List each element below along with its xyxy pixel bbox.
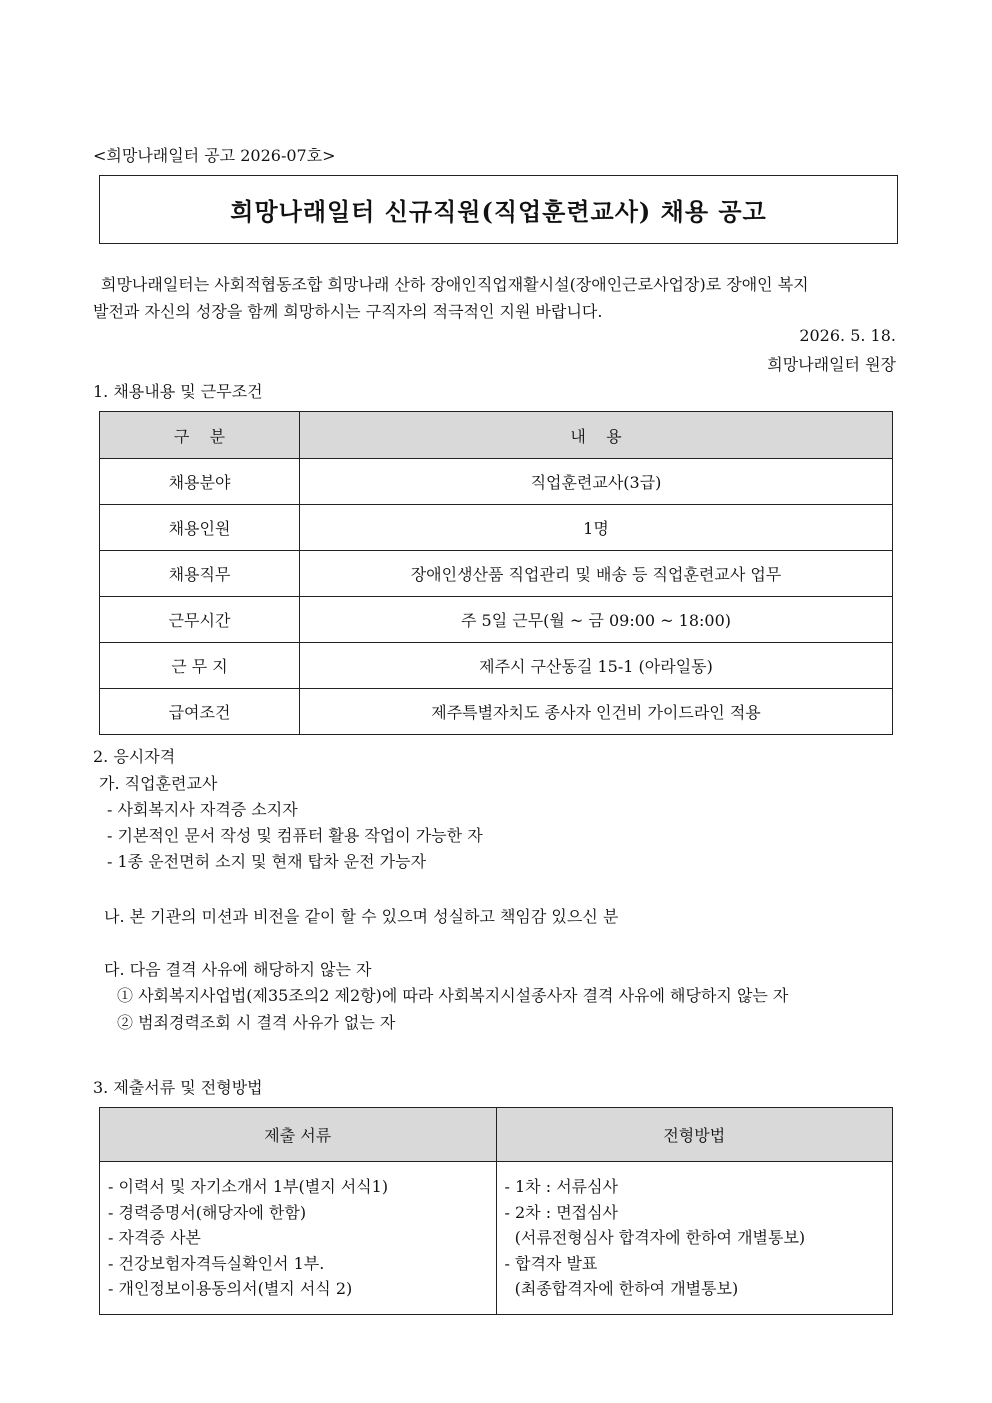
section-3-heading: 3. 제출서류 및 전형방법 <box>93 1078 263 1097</box>
subsection-da-title: 다. 다음 결격 사유에 해당하지 않는 자 <box>104 960 372 979</box>
intro-paragraph <box>93 271 897 325</box>
documents-table <box>99 1107 893 1315</box>
list-item: (서류전형심사 합격자에 한하여 개별통보) <box>504 1228 806 1247</box>
row-value: 1명 <box>300 505 893 551</box>
row-label: 채용분야 <box>100 459 300 505</box>
list-item: (최종합격자에 한하여 개별통보) <box>504 1279 739 1298</box>
row-value: 장애인생산품 직업관리 및 배송 등 직업훈련교사 업무 <box>300 551 893 597</box>
section-1-heading: 1. 채용내용 및 근무조건 <box>93 382 263 401</box>
page-title: 희망나래일터 신규직원(직업훈련교사) 채용 공고 <box>230 197 767 226</box>
table-header-row <box>100 412 893 459</box>
table-row <box>100 459 893 505</box>
table-row <box>100 643 893 689</box>
table-row <box>100 551 893 597</box>
intro-line-1: 희망나래일터는 사회적협동조합 희망나래 산하 장애인직업재활시설(장애인근로사업장)로 장애인 복지 <box>101 275 809 294</box>
header-documents: 제출 서류 <box>100 1108 497 1162</box>
signature: 희망나래일터 원장 <box>767 355 896 374</box>
list-item: ① 사회복지사업법(제35조의2 제2항)에 따라 사회복지시설종사자 결격 사유에 해당하지 않는 자 <box>117 986 789 1005</box>
list-item: - 1차 : 서류심사 <box>504 1177 619 1196</box>
list-item: - 경력증명서(해당자에 한함) <box>108 1202 307 1222</box>
list-item: - 합격자 발표 <box>504 1253 598 1273</box>
row-label: 채용인원 <box>100 505 300 551</box>
intro-line-2: 발전과 자신의 성장을 함께 희망하시는 구직자의 적극적인 지원 바랍니다. <box>93 302 603 321</box>
list-item: - 기본적인 문서 작성 및 컴퓨터 활용 작업이 가능한 자 <box>107 826 483 845</box>
list-item: - 이력서 및 자기소개서 1부(별지 서식1) <box>108 1177 389 1196</box>
section-2-heading: 2. 응시자격 <box>93 747 176 766</box>
row-label: 급여조건 <box>100 689 300 735</box>
header-methods: 전형방법 <box>496 1108 893 1162</box>
list-item: - 자격증 사본 <box>108 1228 201 1247</box>
table-header-row <box>100 1108 893 1162</box>
table-row <box>100 505 893 551</box>
row-label: 채용직무 <box>100 551 300 597</box>
conditions-table <box>99 411 893 735</box>
row-value: 제주특별자치도 종사자 인건비 가이드라인 적용 <box>300 689 893 735</box>
row-value: 직업훈련교사(3급) <box>300 459 893 505</box>
notice-number: <희망나래일터 공고 2026-07호> <box>93 146 336 165</box>
subsection-na: 나. 본 기관의 미션과 비전을 같이 할 수 있으며 성실하고 책임감 있으신 분 <box>104 907 619 926</box>
documents-cell <box>100 1162 497 1315</box>
row-value: 제주시 구산동길 15-1 (아라일동) <box>300 643 893 689</box>
header-category: 구 분 <box>100 412 300 459</box>
row-label: 근무시간 <box>100 597 300 643</box>
table-row <box>100 689 893 735</box>
list-item: - 건강보험자격득실확인서 1부. <box>108 1253 325 1273</box>
header-content: 내 용 <box>300 412 893 459</box>
list-item: - 개인정보이용동의서(별지 서식 2) <box>108 1279 353 1298</box>
row-label: 근 무 지 <box>100 643 300 689</box>
list-item: - 2차 : 면접심사 <box>504 1202 619 1222</box>
subsection-ga-title: 가. 직업훈련교사 <box>99 774 218 793</box>
list-item: - 1종 운전면허 소지 및 현재 탑차 운전 가능자 <box>107 852 427 871</box>
title-box <box>99 175 898 244</box>
table-row <box>100 1162 893 1315</box>
table-row <box>100 597 893 643</box>
notice-date: 2026. 5. 18. <box>799 326 896 345</box>
row-value: 주 5일 근무(월 ~ 금 09:00 ~ 18:00) <box>300 597 893 643</box>
methods-cell <box>496 1162 893 1315</box>
list-item: ② 범죄경력조회 시 결격 사유가 없는 자 <box>117 1013 396 1032</box>
list-item: - 사회복지사 자격증 소지자 <box>107 800 298 819</box>
